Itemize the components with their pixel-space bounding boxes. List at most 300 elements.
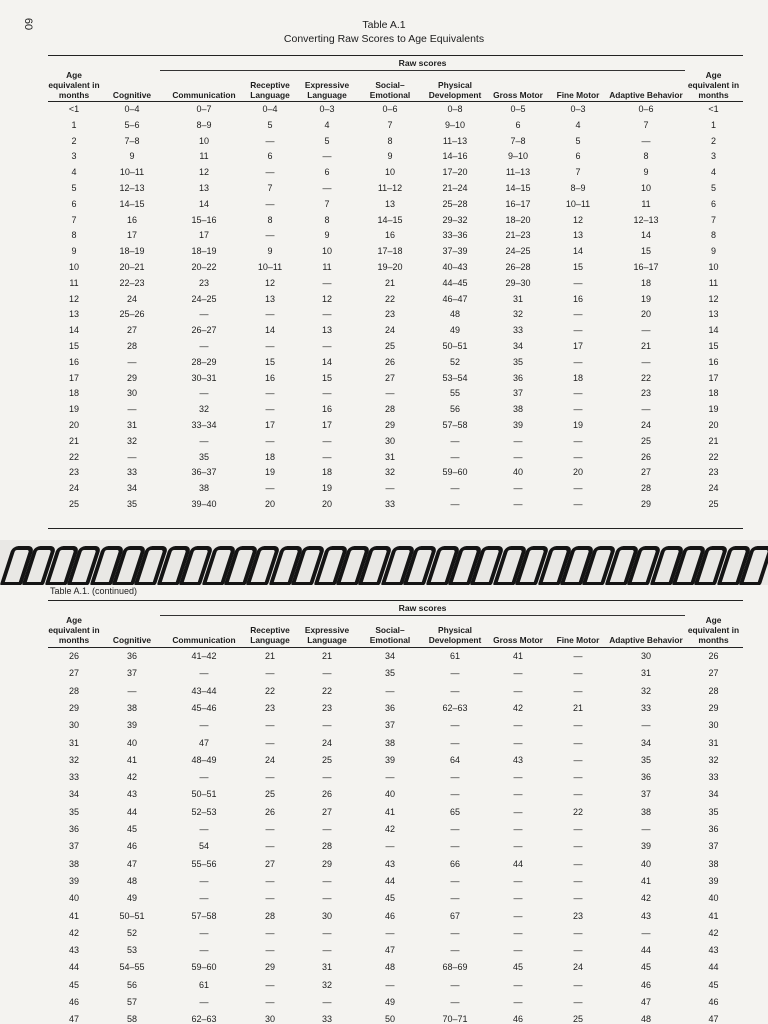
- cell-age-equivalent: 35: [68, 806, 79, 817]
- cell-communication: —: [199, 893, 209, 904]
- table-row: [48, 788, 743, 802]
- cell-expressive-language: —: [322, 183, 332, 193]
- cell-age-equivalent-right: 17: [708, 372, 719, 383]
- cell-gross-motor: 43: [512, 754, 523, 765]
- table-frame: [48, 600, 743, 1024]
- cell-physical-development: —: [450, 685, 460, 696]
- cell-age-equivalent: 24: [68, 483, 79, 494]
- cell-physical-development: —: [450, 927, 460, 938]
- cell-adaptive-behavior: 12–13: [633, 214, 659, 225]
- cell-receptive-language: —: [265, 135, 275, 146]
- cell-age-equivalent: 8: [71, 230, 77, 241]
- column-header-social-emotional: Social–Emotional: [369, 625, 411, 645]
- cell-social-emotional: 41: [384, 806, 395, 817]
- cell-physical-development: 65: [449, 806, 460, 817]
- cell-receptive-language: —: [265, 483, 275, 494]
- cell-age-equivalent-right: <1: [708, 104, 719, 114]
- cell-expressive-language: 22: [321, 685, 332, 696]
- cell-physical-development: —: [450, 772, 460, 783]
- table-row: [48, 944, 743, 958]
- cell-cognitive: 29: [126, 372, 137, 383]
- cell-age-equivalent: 12: [68, 293, 79, 304]
- cell-expressive-language: —: [322, 388, 332, 399]
- cell-social-emotional: 21: [384, 277, 395, 288]
- cell-gross-motor: 9–10: [507, 151, 529, 162]
- cell-expressive-language: —: [322, 824, 332, 834]
- cell-fine-motor: —: [573, 668, 583, 679]
- cell-age-equivalent-right: 22: [708, 451, 719, 462]
- cell-communication: 47: [198, 737, 209, 748]
- cell-physical-development: 46–47: [442, 293, 468, 304]
- cell-adaptive-behavior: 30: [640, 651, 651, 661]
- cell-fine-motor: —: [573, 737, 583, 748]
- cell-physical-development: 40–43: [442, 262, 468, 272]
- cell-age-equivalent-right: 19: [708, 404, 719, 415]
- table-row: [48, 135, 743, 149]
- cell-receptive-language: 22: [264, 685, 275, 696]
- cell-communication: 54: [198, 841, 209, 852]
- table-row: [48, 650, 743, 664]
- cell-physical-development: 68–69: [442, 962, 468, 973]
- cell-age-equivalent: 6: [71, 198, 77, 209]
- table-row: [48, 340, 743, 354]
- cell-social-emotional: 30: [384, 435, 395, 446]
- cell-age-equivalent: 47: [68, 1014, 79, 1024]
- cell-communication: 17: [198, 230, 209, 241]
- cell-fine-motor: 15: [572, 262, 583, 272]
- cell-age-equivalent-right: 41: [708, 910, 719, 921]
- cell-communication: 39–40: [191, 499, 217, 509]
- cell-adaptive-behavior: 32: [640, 685, 651, 696]
- cell-cognitive: 54–55: [119, 962, 145, 973]
- cell-receptive-language: 19: [264, 467, 275, 478]
- cell-communication: —: [199, 668, 209, 679]
- cell-age-equivalent-right: 46: [708, 997, 719, 1007]
- cell-communication: 18–19: [191, 246, 217, 257]
- cell-communication: 10: [198, 135, 209, 146]
- cell-gross-motor: 46: [512, 1014, 523, 1024]
- cell-adaptive-behavior: 34: [640, 737, 651, 748]
- cell-social-emotional: —: [385, 772, 395, 783]
- cell-communication: —: [199, 875, 209, 886]
- cell-fine-motor: 21: [572, 702, 583, 713]
- cell-gross-motor: 39: [512, 420, 523, 430]
- cell-cognitive: 36: [126, 651, 137, 661]
- table-row: [48, 119, 743, 133]
- cell-fine-motor: 14: [572, 246, 583, 257]
- column-header-communication: Communication: [172, 90, 236, 100]
- cell-gross-motor: —: [513, 927, 523, 938]
- cell-adaptive-behavior: 26: [640, 451, 651, 462]
- column-header-adaptive-behavior: Adaptive Behavior: [609, 90, 683, 100]
- cell-gross-motor: —: [513, 435, 523, 446]
- cell-fine-motor: 20: [572, 467, 583, 478]
- cell-fine-motor: 24: [572, 962, 583, 973]
- cell-fine-motor: 17: [572, 341, 583, 351]
- cell-fine-motor: 19: [572, 420, 583, 430]
- table-row: [48, 875, 743, 889]
- cell-age-equivalent-right: 9: [710, 246, 716, 257]
- cell-fine-motor: 8–9: [570, 183, 586, 193]
- cell-adaptive-behavior: 28: [640, 483, 651, 494]
- cell-expressive-language: —: [322, 309, 332, 320]
- table-row: [48, 293, 743, 307]
- cell-fine-motor: —: [573, 356, 583, 367]
- cell-adaptive-behavior: 45: [640, 962, 651, 973]
- cell-age-equivalent: 25: [68, 499, 79, 509]
- cell-adaptive-behavior: 23: [640, 388, 651, 399]
- cell-age-equivalent: 36: [68, 824, 79, 834]
- cell-physical-development: 64: [449, 754, 460, 765]
- cell-age-equivalent: 42: [68, 927, 79, 938]
- cell-age-equivalent: 22: [68, 451, 79, 462]
- cell-social-emotional: 37: [384, 720, 395, 731]
- cell-receptive-language: 27: [264, 858, 275, 869]
- cell-social-emotional: 42: [384, 824, 395, 834]
- cell-fine-motor: —: [573, 824, 583, 834]
- cell-age-equivalent: 7: [71, 214, 77, 225]
- table-page-2: [0, 585, 768, 1024]
- cell-cognitive: 33: [126, 467, 137, 478]
- cell-cognitive: 41: [126, 754, 137, 765]
- cell-cognitive: 53: [126, 945, 137, 956]
- cell-age-equivalent-right: 7: [710, 214, 716, 225]
- cell-fine-motor: 10–11: [565, 198, 591, 209]
- cell-receptive-language: 16: [264, 372, 275, 383]
- cell-adaptive-behavior: 46: [640, 979, 651, 990]
- table-row: [48, 324, 743, 338]
- cell-receptive-language: 10–11: [257, 262, 283, 272]
- cell-expressive-language: —: [322, 435, 332, 446]
- cell-expressive-language: —: [322, 927, 332, 938]
- cell-receptive-language: —: [265, 979, 275, 990]
- table-row: [48, 166, 743, 180]
- cell-age-equivalent-right: 40: [708, 893, 719, 904]
- column-header-receptive-language: Receptive Language: [250, 80, 290, 100]
- cell-age-equivalent: 45: [68, 979, 79, 990]
- cell-adaptive-behavior: 25: [640, 435, 651, 446]
- cell-adaptive-behavior: —: [641, 720, 651, 731]
- table-row: [48, 927, 743, 941]
- cell-gross-motor: 29–30: [505, 277, 531, 288]
- cell-cognitive: 49: [126, 893, 137, 904]
- cell-receptive-language: —: [265, 668, 275, 679]
- cell-expressive-language: 33: [321, 1014, 332, 1024]
- cell-communication: 41–42: [191, 651, 217, 661]
- cell-age-equivalent-right: 42: [708, 927, 719, 938]
- cell-expressive-language: 6: [324, 167, 330, 178]
- cell-physical-development: —: [450, 945, 460, 956]
- cell-receptive-language: —: [265, 772, 275, 783]
- cell-adaptive-behavior: 22: [640, 372, 651, 383]
- cell-gross-motor: 24–25: [505, 246, 531, 257]
- cell-receptive-language: —: [265, 997, 275, 1007]
- cell-gross-motor: —: [513, 451, 523, 462]
- cell-gross-motor: —: [513, 997, 523, 1007]
- cell-cognitive: 14–15: [119, 198, 145, 209]
- cell-communication: 36–37: [191, 467, 217, 478]
- cell-fine-motor: —: [573, 651, 583, 661]
- cell-expressive-language: 18: [321, 467, 332, 478]
- cell-cognitive: 56: [126, 979, 137, 990]
- table-row: [48, 261, 743, 275]
- table-row: [48, 214, 743, 228]
- cell-age-equivalent: 14: [68, 325, 79, 336]
- cell-gross-motor: 16–17: [505, 198, 531, 209]
- cell-gross-motor: —: [513, 910, 523, 921]
- cell-age-equivalent-right: 45: [708, 979, 719, 990]
- cell-fine-motor: —: [573, 451, 583, 462]
- cell-social-emotional: 32: [384, 467, 395, 478]
- cell-adaptive-behavior: 38: [640, 806, 651, 817]
- cell-expressive-language: —: [322, 341, 332, 351]
- cell-adaptive-behavior: 44: [640, 945, 651, 956]
- cell-social-emotional: 38: [384, 737, 395, 748]
- cell-age-equivalent: 18: [68, 388, 79, 399]
- cell-expressive-language: 15: [321, 372, 332, 383]
- cell-age-equivalent-right: 34: [708, 789, 719, 800]
- cell-adaptive-behavior: 39: [640, 841, 651, 852]
- cell-fine-motor: —: [573, 388, 583, 399]
- cell-communication: —: [199, 997, 209, 1007]
- cell-receptive-language: 29: [264, 962, 275, 973]
- cell-gross-motor: 42: [512, 702, 523, 713]
- cell-age-equivalent-right: 2: [710, 135, 716, 146]
- cell-adaptive-behavior: 47: [640, 997, 651, 1007]
- continued-label: Table A.1. (continued): [50, 586, 138, 596]
- cell-age-equivalent-right: 20: [708, 420, 719, 430]
- cell-receptive-language: 23: [264, 702, 275, 713]
- cell-social-emotional: 36: [384, 702, 395, 713]
- cell-social-emotional: 45: [384, 893, 395, 904]
- cell-communication: 14: [198, 198, 209, 209]
- cell-receptive-language: —: [265, 309, 275, 320]
- cell-age-equivalent-right: 44: [708, 962, 719, 973]
- cell-social-emotional: —: [385, 388, 395, 399]
- cell-communication: 35: [198, 451, 209, 462]
- cell-expressive-language: —: [322, 451, 332, 462]
- cell-cognitive: —: [127, 356, 137, 367]
- cell-receptive-language: —: [265, 435, 275, 446]
- cell-expressive-language: 27: [321, 806, 332, 817]
- cell-physical-development: —: [450, 668, 460, 679]
- cell-physical-development: 11–13: [442, 135, 468, 146]
- cell-cognitive: 22–23: [119, 277, 145, 288]
- cell-social-emotional: 43: [384, 858, 395, 869]
- cell-cognitive: —: [127, 685, 137, 696]
- cell-gross-motor: —: [513, 979, 523, 990]
- cell-social-emotional: 48: [384, 962, 395, 973]
- cell-communication: —: [199, 388, 209, 399]
- cell-gross-motor: 0–5: [510, 104, 526, 114]
- cell-cognitive: 42: [126, 772, 137, 783]
- table-row: [48, 840, 743, 854]
- cell-gross-motor: —: [513, 893, 523, 904]
- cell-fine-motor: 16: [572, 293, 583, 304]
- cell-social-emotional: 13: [384, 198, 395, 209]
- cell-fine-motor: —: [573, 893, 583, 904]
- cell-social-emotional: 24: [384, 325, 395, 336]
- table-row: [48, 996, 743, 1010]
- cell-communication: —: [199, 435, 209, 446]
- cell-age-equivalent-right: 37: [708, 841, 719, 852]
- cell-gross-motor: 45: [512, 962, 523, 973]
- cell-expressive-language: —: [322, 997, 332, 1007]
- cell-gross-motor: —: [513, 841, 523, 852]
- column-header-communication: Communication: [172, 635, 236, 645]
- cell-adaptive-behavior: —: [641, 135, 651, 146]
- cell-gross-motor: —: [513, 668, 523, 679]
- cell-fine-motor: —: [573, 277, 583, 288]
- cell-receptive-language: —: [265, 824, 275, 834]
- cell-gross-motor: —: [513, 483, 523, 494]
- cell-age-equivalent-right: 5: [710, 183, 716, 193]
- cell-physical-development: 37–39: [442, 246, 468, 257]
- cell-receptive-language: 13: [264, 293, 275, 304]
- cell-physical-development: 9–10: [444, 119, 466, 130]
- cell-age-equivalent: 1: [71, 119, 77, 130]
- cell-gross-motor: 34: [512, 341, 523, 351]
- cell-age-equivalent: 41: [68, 910, 79, 921]
- cell-fine-motor: —: [573, 945, 583, 956]
- cell-adaptive-behavior: 35: [640, 754, 651, 765]
- cell-receptive-language: 26: [264, 806, 275, 817]
- table-row: [48, 498, 743, 512]
- cell-age-equivalent: 16: [68, 356, 79, 367]
- cell-adaptive-behavior: 15: [640, 246, 651, 257]
- table-row: [48, 737, 743, 751]
- cell-expressive-language: 12: [321, 293, 332, 304]
- cell-age-equivalent-right: 1: [710, 119, 716, 130]
- cell-communication: —: [199, 720, 209, 731]
- cell-gross-motor: 33: [512, 325, 523, 336]
- cell-fine-motor: 5: [575, 135, 581, 146]
- cell-adaptive-behavior: 33: [640, 702, 651, 713]
- cell-cognitive: 5–6: [124, 119, 140, 130]
- cell-adaptive-behavior: 7: [643, 119, 649, 130]
- cell-expressive-language: 13: [321, 325, 332, 336]
- cell-gross-motor: 37: [512, 388, 523, 399]
- cell-receptive-language: —: [265, 404, 275, 415]
- cell-age-equivalent: <1: [68, 104, 80, 114]
- table-row: [48, 277, 743, 291]
- cell-age-equivalent-right: 43: [708, 945, 719, 956]
- cell-communication: —: [199, 309, 209, 320]
- column-header-gross-motor: Gross Motor: [493, 90, 543, 100]
- cell-communication: 62–63: [191, 1014, 217, 1024]
- table-row: [48, 403, 743, 417]
- cell-cognitive: 48: [126, 875, 137, 886]
- cell-receptive-language: 0–4: [262, 104, 278, 114]
- cell-physical-development: 25–28: [442, 198, 468, 209]
- cell-gross-motor: —: [513, 806, 523, 817]
- cell-expressive-language: 30: [321, 910, 332, 921]
- cell-physical-development: 50–51: [442, 341, 468, 351]
- cell-age-equivalent-right: 14: [708, 325, 719, 336]
- cell-age-equivalent: 21: [68, 435, 79, 446]
- cell-receptive-language: 14: [264, 325, 275, 336]
- cell-physical-development: 66: [449, 858, 460, 869]
- cell-age-equivalent-right: 3: [710, 151, 716, 162]
- cell-communication: 13: [198, 183, 209, 193]
- cell-physical-development: —: [450, 483, 460, 494]
- cell-gross-motor: 11–13: [505, 167, 531, 178]
- cell-physical-development: 59–60: [442, 467, 468, 478]
- cell-age-equivalent: 11: [69, 277, 79, 288]
- table-title: Table A.1: [362, 19, 406, 31]
- cell-gross-motor: —: [513, 824, 523, 834]
- cell-adaptive-behavior: 42: [640, 893, 651, 904]
- cell-age-equivalent: 13: [68, 309, 79, 320]
- cell-receptive-language: —: [265, 388, 275, 399]
- cell-expressive-language: 29: [321, 858, 332, 869]
- table-subtitle: Converting Raw Scores to Age Equivalents: [283, 33, 485, 45]
- cell-age-equivalent: 43: [68, 945, 79, 956]
- table-row: [48, 892, 743, 906]
- cell-social-emotional: 10: [384, 167, 395, 178]
- cell-cognitive: 58: [126, 1014, 137, 1024]
- column-header-social-emotional: Social–Emotional: [369, 80, 411, 100]
- cell-physical-development: 49: [449, 325, 460, 336]
- cell-cognitive: 7–8: [124, 135, 140, 146]
- cell-physical-development: —: [450, 737, 460, 748]
- cell-age-equivalent: 44: [68, 962, 79, 973]
- raw-scores-rule: [160, 615, 685, 616]
- cell-communication: 38: [198, 483, 209, 494]
- cell-cognitive: 16: [126, 214, 137, 225]
- cell-communication: 55–56: [191, 858, 217, 869]
- cell-age-equivalent-right: 29: [708, 702, 719, 713]
- cell-fine-motor: 25: [572, 1014, 583, 1024]
- cell-age-equivalent: 34: [68, 789, 79, 800]
- cell-age-equivalent-right: 33: [708, 772, 719, 783]
- cell-gross-motor: 18–20: [505, 214, 531, 225]
- table-row: [48, 356, 743, 370]
- cell-social-emotional: 8: [387, 135, 393, 146]
- cell-physical-development: 0–8: [447, 104, 463, 114]
- cell-age-equivalent: 23: [68, 467, 79, 478]
- cell-gross-motor: 32: [512, 309, 523, 320]
- cell-adaptive-behavior: 37: [640, 789, 651, 800]
- cell-age-equivalent-right: 6: [710, 198, 716, 209]
- table-row: [48, 150, 743, 164]
- cell-social-emotional: 40: [384, 789, 395, 800]
- cell-expressive-language: 24: [321, 737, 332, 748]
- cell-cognitive: 32: [126, 435, 137, 446]
- table-row: [48, 667, 743, 681]
- cell-gross-motor: 41: [512, 651, 523, 661]
- cell-cognitive: 28: [126, 341, 137, 351]
- cell-expressive-language: 17: [321, 420, 332, 430]
- cell-social-emotional: 7: [387, 119, 393, 130]
- cell-cognitive: 31: [126, 420, 137, 430]
- cell-social-emotional: 35: [384, 668, 395, 679]
- cell-adaptive-behavior: 9: [643, 167, 649, 178]
- cell-age-equivalent-right: 11: [708, 277, 719, 288]
- cell-expressive-language: 10: [321, 246, 332, 257]
- cell-cognitive: 50–51: [119, 910, 145, 921]
- cell-cognitive: 35: [126, 499, 137, 509]
- column-header-expressive-language: Expressive Language: [304, 80, 350, 100]
- cell-communication: 23: [198, 277, 209, 288]
- cell-receptive-language: 9: [267, 246, 273, 257]
- cell-age-equivalent: 29: [68, 702, 79, 713]
- cell-expressive-language: —: [322, 875, 332, 886]
- cell-age-equivalent: 33: [68, 772, 79, 783]
- cell-adaptive-behavior: 10: [640, 183, 651, 193]
- cell-age-equivalent-right: 16: [708, 356, 719, 367]
- cell-social-emotional: —: [385, 979, 395, 990]
